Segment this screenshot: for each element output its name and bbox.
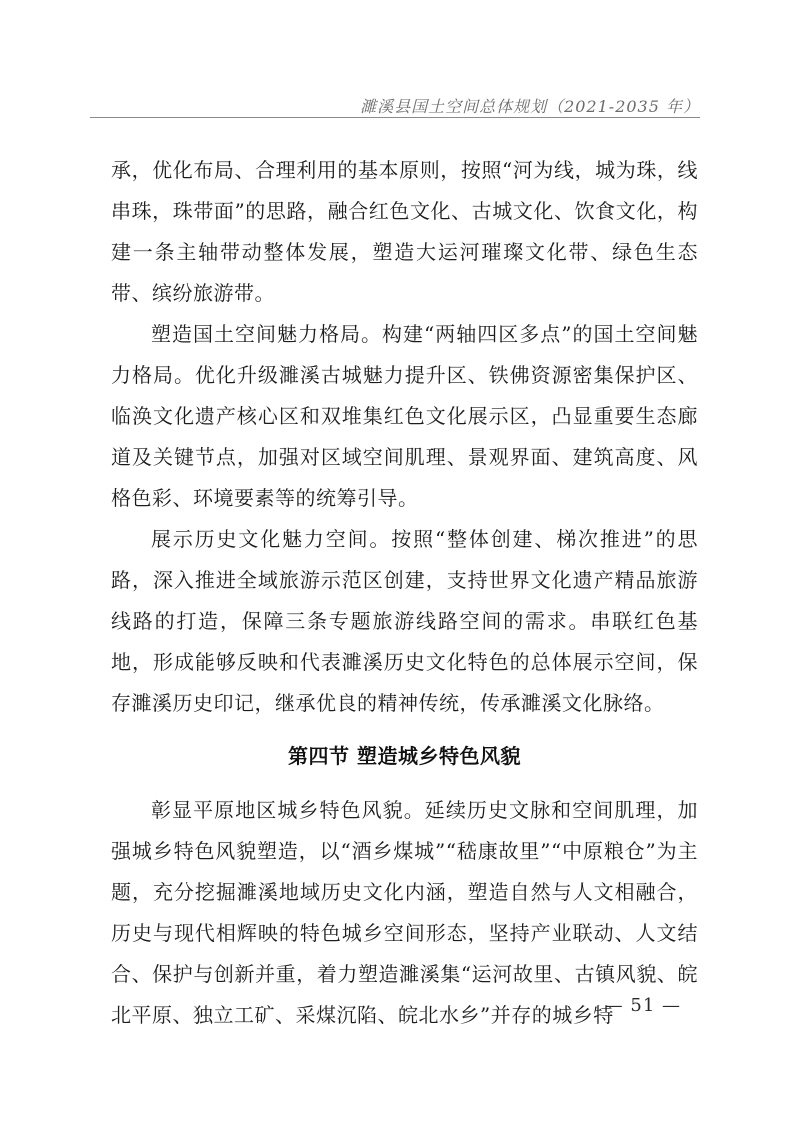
page-number: — 51 — xyxy=(604,995,681,1016)
main-content xyxy=(111,150,698,1036)
section-heading: 第四节 塑造城乡特色风貌 xyxy=(288,744,521,768)
header-rule xyxy=(90,117,700,118)
paragraph-historical-culture: 展示历史文化魅力空间。按照“整体创建、梯次推进”的思路，深入推进全域旅游示范区创建，支持世界文化遗产精品旅游线路的打造，保障三条专题旅游线路空间的需求。串联红色基地，形成能够反映和代表濉溪历史文化特色的总体展示空间，保存濉溪历史印记，继承优良的精神传统，传承濉溪文化脉络。 xyxy=(111,527,698,715)
document-title: 濉溪县国土空间总体规划（2021-2035 年） xyxy=(360,97,700,116)
paragraph-urban-rural-style: 彰显平原地区城乡特色风貌。延续历史文脉和空间肌理，加强城乡特色风貌塑造，以“酒乡煤城”“嵇康故里”“中原粮仓”为主题，充分挖掘濉溪地域历史文化内涵，塑造自然与人文相融合，历史与现代相辉映的特色城乡空间形态，坚持产业联动、人文结合、保护与创新并重，着力塑造濉溪集“运河故里、古镇风貌、皖北平原、独立工矿、采煤沉陷、皖北水乡”并存的城乡特 xyxy=(111,798,698,1027)
paragraph-charm-pattern: 塑造国土空间魅力格局。构建“两轴四区多点”的国土空间魅力格局。优化升级濉溪古城魅力提升区、铁佛资源密集保护区、临涣文化遗产核心区和双堆集红色文化展示区，凸显重要生态廊道及关键节点，加强对区域空间肌理、景观界面、建筑高度、风格色彩、环境要素等的统筹引导。 xyxy=(111,322,698,510)
continued-paragraph: 承，优化布局、合理利用的基本原则，按照“河为线，城为珠，线串珠，珠带面”的思路，融合红色文化、古城文化、饮食文化，构建一条主轴带动整体发展，塑造大运河璀璨文化带、绿色生态带、缤纷旅游带。 xyxy=(111,158,698,305)
page-header xyxy=(90,88,700,118)
